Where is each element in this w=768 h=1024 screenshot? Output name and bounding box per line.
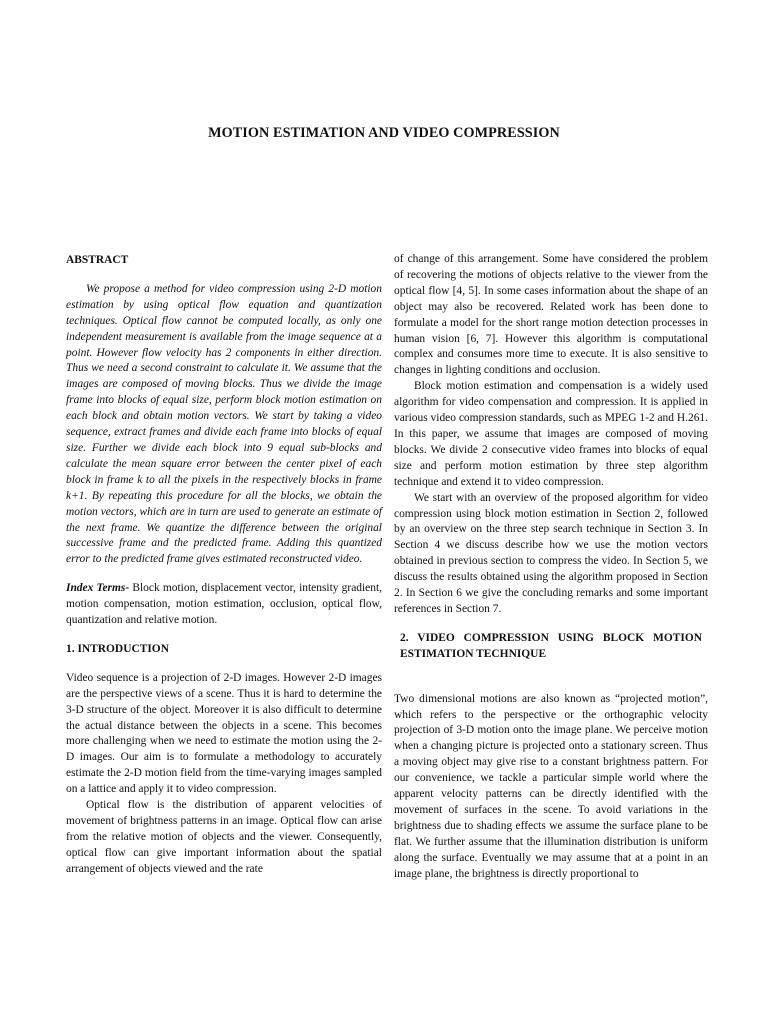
section-1-heading: 1. INTRODUCTION bbox=[66, 642, 169, 655]
abstract-heading: ABSTRACT bbox=[66, 254, 129, 266]
index-terms bbox=[66, 581, 382, 629]
right-column bbox=[394, 252, 708, 883]
abstract-text: We propose a method for video compression using 2-D motion estimation by using optical flow equation and quantization techniques. Optical flow cannot be computed locally, as only one independent measurement is available from the image sequence at a point. However flow velocity has 2 components in either direction. Thus we need a second constraint to calculate it. We assume that the images are composed of moving blocks. Thus we divide the image frame into blocks of equal size, perform block motion estimation on each block and obtain motion vectors. We start by taking a video sequence, extract frames and divide each frame into blocks of equal size. Further we divide each block into 9 equal sub-blocks and calculate the mean square error between the center pixel of each block in frame k to all the pixels in the respectively blocks in frame k+1. By repeating this procedure for all the blocks, we obtain the motion vectors, which are in turn are used to generate an estimate of the next frame. We quantize the difference between the original successive frame and the predicted frame. Adding this quantized error to the predicted frame gives estimated reconstructed video. bbox=[66, 282, 382, 566]
intro-paragraph-3: Block motion estimation and compensation is a widely used algorithm for video compensation and compression. It is applied in various video compression standards, such as MPEG 1-2 and H.261. In this paper, we assume that images are composed of moving blocks. We divide 2 consecutive video frames into blocks of equal size and perform motion estimation by three step algorithm technique and extend it to video compression. bbox=[394, 380, 708, 488]
intro-paragraph-4: We start with an overview of the proposed algorithm for video compression using block motion estimation in Section 2, followed by an overview on the three step search technique in Section 3. In Section 4 we discuss describe how we use the motion vectors obtained in previous section to compress the video. In Section 5, we discuss the results obtained using the algorithm proposed in Section 2. In Section 6 we give the concluding remarks and some important references in Section 7. bbox=[394, 491, 708, 615]
paper-title: MOTION ESTIMATION AND VIDEO COMPRESSION bbox=[208, 125, 560, 141]
intro-paragraph-2: Optical flow is the distribution of apparent velocities of movement of brightness patterns in an image. Optical flow can arise from the relative motion of objects and the viewer. Consequently, optical flow can give important information about the spatial arrangement of objects viewed and the rate bbox=[66, 799, 382, 875]
intro-paragraph-1: Video sequence is a projection of 2-D images. However 2-D images are the perspective views of a scene. Thus it is hard to determine the 3-D structure of the object. Moreover it is also difficult to determine the actual distance between the objects in a scene. This becomes more challenging when we need to estimate the motion using the 2-D images. Our aim is to formulate a methodology to accurately estimate the 2-D motion field from the time-varying images sampled on a lattice and apply it to video compression. bbox=[66, 671, 382, 796]
index-terms-label: Index Terms- bbox=[66, 582, 130, 595]
left-column bbox=[66, 253, 382, 878]
section-2-heading: 2. VIDEO COMPRESSION USING BLOCK MOTION ESTIMATION TECHNIQUE bbox=[400, 631, 702, 660]
index-terms-text: Block motion, displacement vector, intensity gradient, motion compensation, motion estimation, occlusion, optical flow, quantization and relative motion. bbox=[66, 582, 382, 627]
intro-paragraph-2-continued: of change of this arrangement. Some have considered the problem of recovering the motions of objects relative to the viewer from the optical flow [4, 5]. In some cases information about the shape of an object may also be recovered. Related work has been done to formulate a model for the short range motion detection processes in human vision [6, 7]. However this algorithm is computational complex and consumes more time to execute. It is also sensitive to changes in lighting conditions and occlusion. bbox=[394, 253, 708, 377]
section-2-paragraph-1: Two dimensional motions are also known as “projected motion”, which refers to the perspective or the orthographic velocity projection of 3-D motion onto the image plane. We perceive motion when a changing picture is projected onto a stationary screen. Thus a moving object may give rise to a constant brightness pattern. For our convenience, we tackle a particular simple world where the apparent velocity patterns can be directly identified with the movement of surfaces in the scene. To avoid variations in the brightness due to shading effects we assume the surface plane to be flat. We further assume that the illumination distribution is uniform along the surface. Eventually we may assume that at a point in an image plane, the brightness is directly proportional to bbox=[394, 692, 708, 880]
